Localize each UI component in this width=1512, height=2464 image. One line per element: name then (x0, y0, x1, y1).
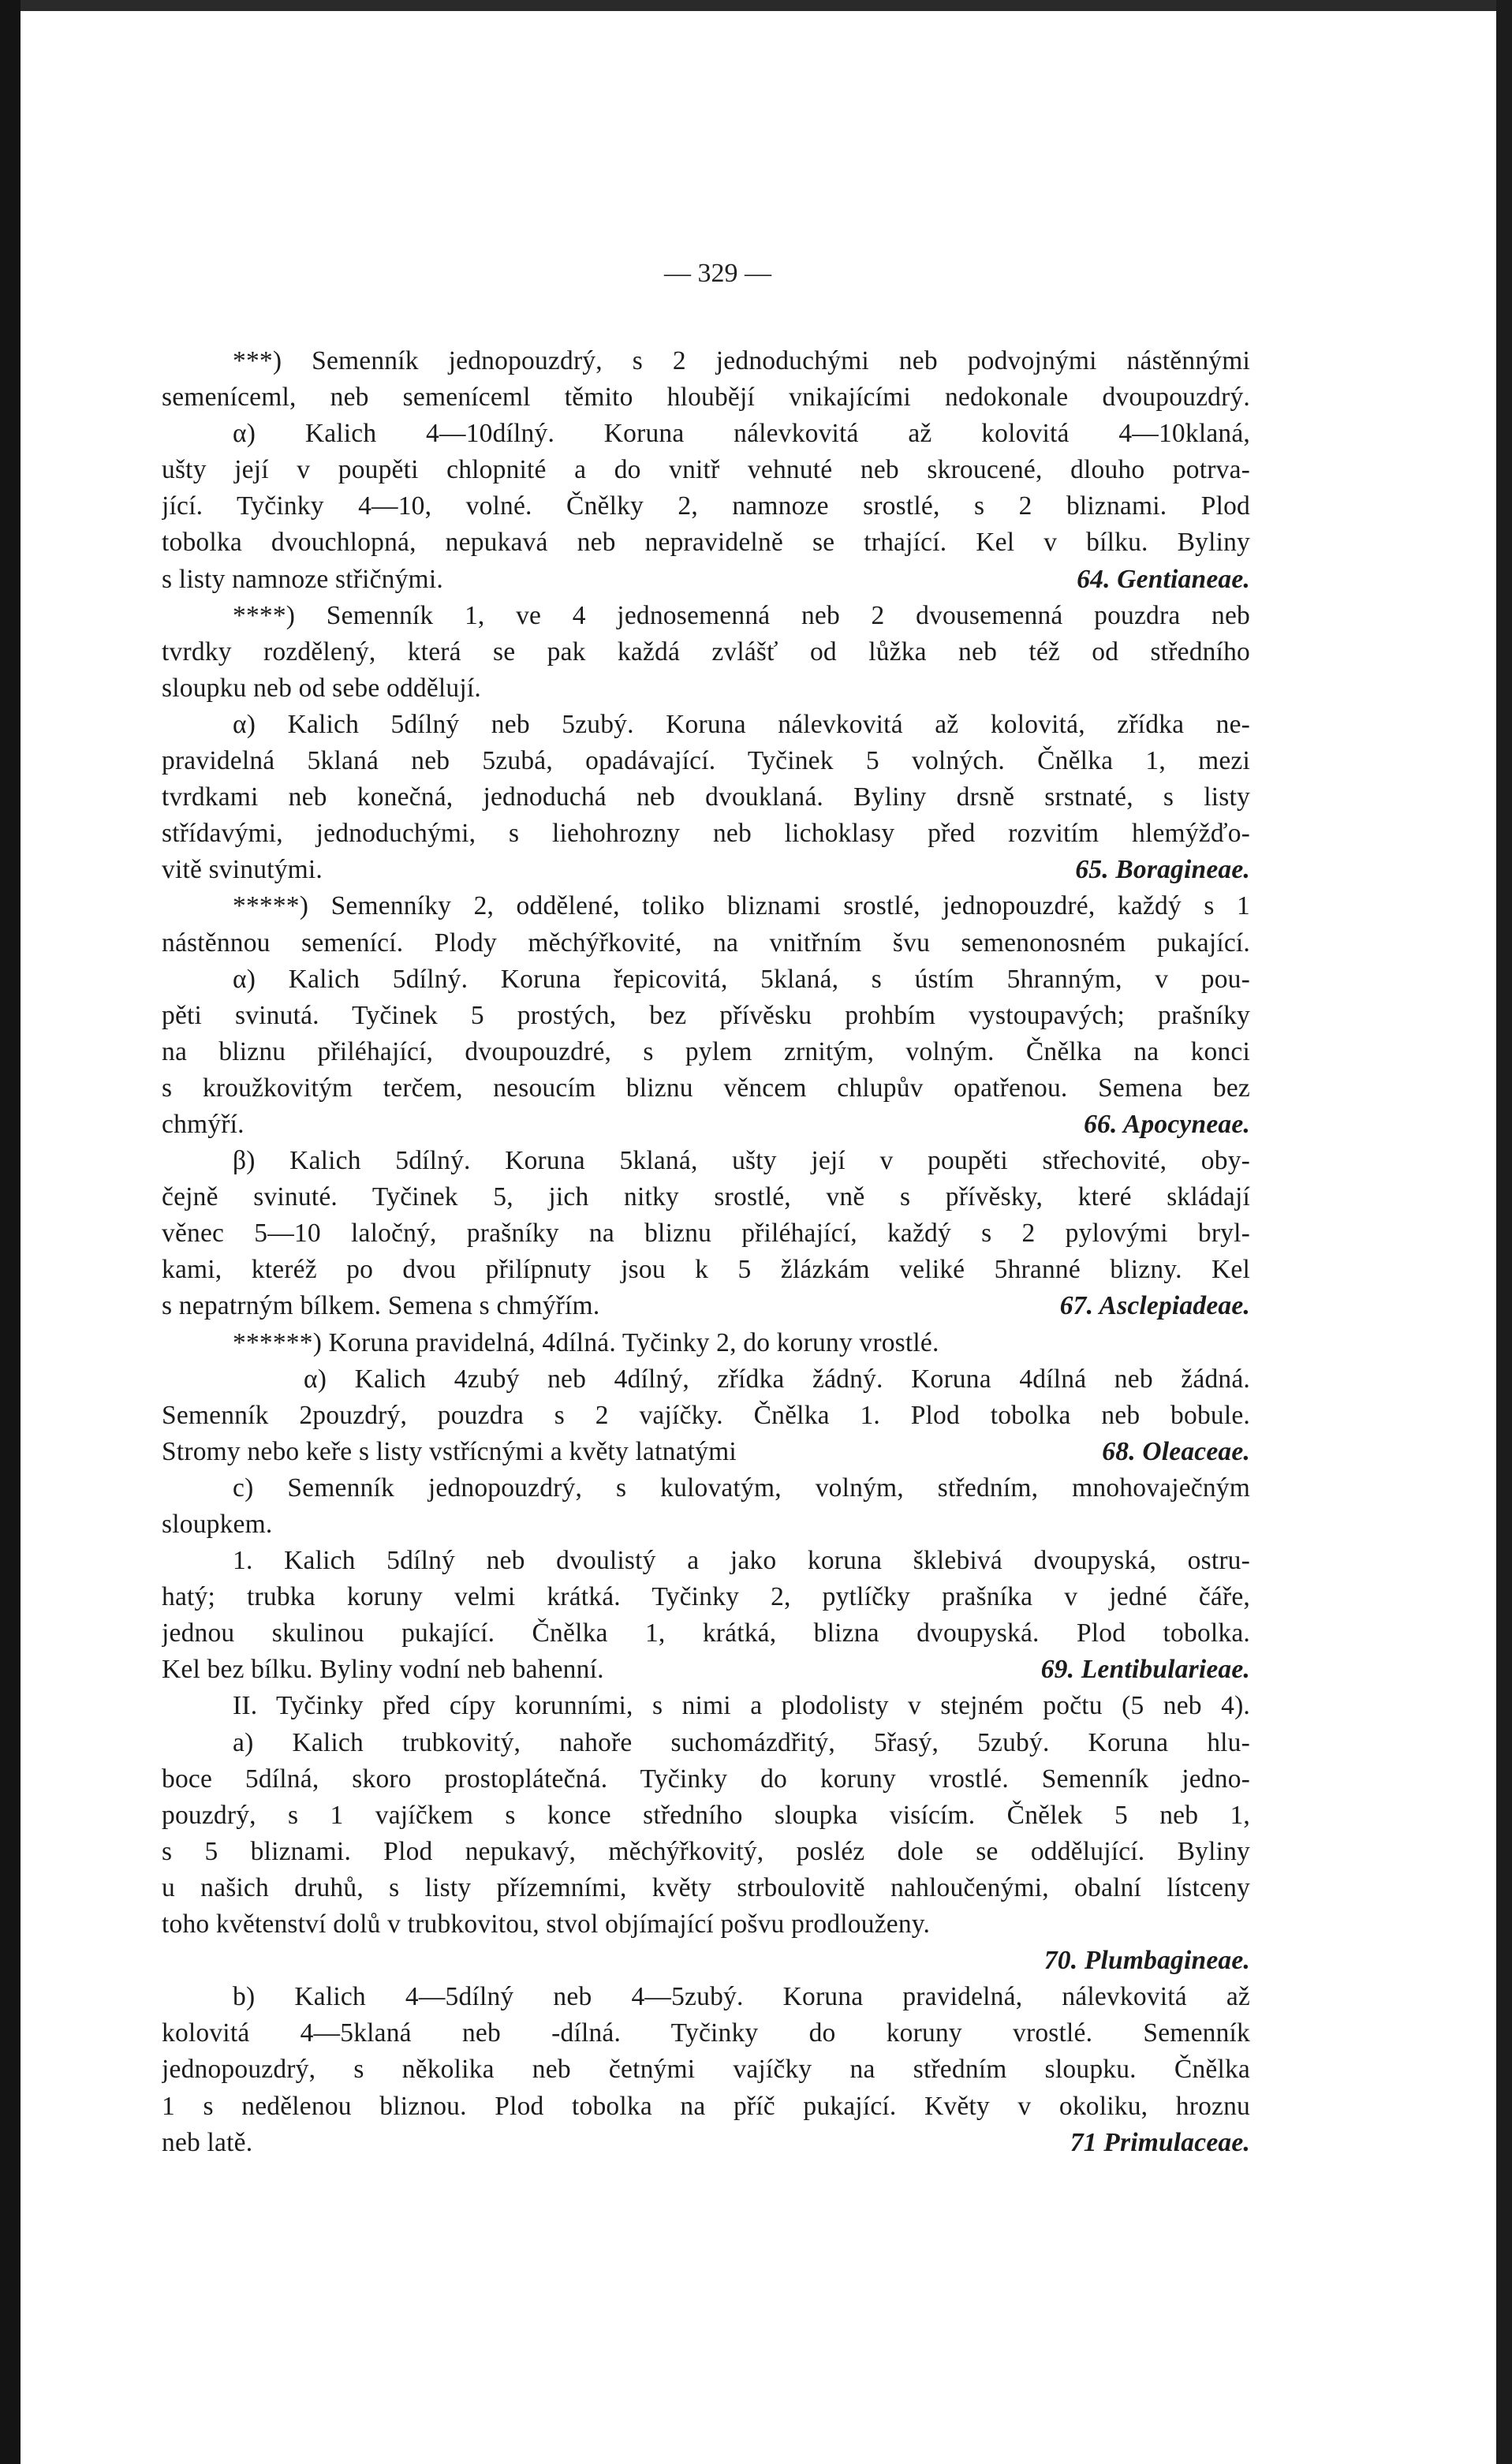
page-number: — 329 — (664, 259, 771, 288)
family-name: 66. Apocyneae. (1084, 1109, 1250, 1139)
line-text: věnec 5—10 laločný, prašníky na bliznu přiléhající, každý s 2 pylovými bryl- (162, 1219, 1250, 1249)
line-text: kami, kteréž po dvou přilípnuty jsou k 5 žlázkám veliké 5hranné blizny. Kel (162, 1255, 1250, 1285)
line-text: II. Tyčinky před cípy korunními, s nimi a plodolisty v stejném počtu (5 neb 4). (233, 1691, 1250, 1721)
text-line (162, 1761, 1250, 1798)
text-line (162, 1543, 1250, 1579)
line-text: s kroužkovitým terčem, nesoucím bliznu věncem chlupův opatřenou. Semena bez (162, 1073, 1250, 1103)
text-line (162, 1179, 1250, 1215)
family-name: 71 Primulaceae. (1070, 2127, 1250, 2157)
text-line (162, 634, 1250, 670)
text-line (162, 961, 1250, 998)
family-name: 64. Gentianeae. (1077, 564, 1250, 594)
text-line (162, 452, 1250, 488)
text-line (162, 1798, 1250, 1834)
text-line (162, 598, 1250, 634)
text-line (162, 743, 1250, 779)
line-text: s nepatrným bílkem. Semena s chmýřím. (162, 1291, 600, 1321)
text-line (162, 343, 1250, 379)
line-text: s 5 bliznami. Plod nepukavý, měchýřkovitý, posléz dole se oddělující. Byliny (162, 1836, 1250, 1866)
text-line (162, 1434, 1250, 1470)
text-line (162, 488, 1250, 525)
line-text: na bliznu přiléhající, dvoupouzdré, s pylem zrnitým, volným. Čnělka na konci (162, 1036, 1250, 1066)
line-text: toho květenství dolů v trubkovitou, stvol objímající pošvu prodlouženy. (162, 1910, 931, 1939)
page-body (162, 343, 1250, 2161)
text-line (162, 1288, 1250, 1324)
line-text: Stromy nebo keře s listy vstřícnými a květy latnatými (162, 1436, 737, 1466)
line-text: α) Kalich 4zubý neb 4dílný, zřídka žádný. Koruna 4dílná neb žádná. (304, 1364, 1250, 1394)
family-name: 70. Plumbagineae. (1043, 1946, 1250, 1976)
line-text: s listy namnoze střičnými. (162, 564, 443, 594)
text-line (162, 1470, 1250, 1506)
line-text: hatý; trubka koruny velmi krátká. Tyčinky 2, pytlíčky prašníka v jedné čáře, (162, 1582, 1250, 1612)
text-line (162, 1579, 1250, 1615)
text-line (162, 525, 1250, 561)
text-line (162, 1725, 1250, 1761)
line-text: α) Kalich 4—10dílný. Koruna nálevkovitá až kolovitá 4—10klaná, (233, 419, 1250, 449)
line-text: pouzdrý, s 1 vajíčkem s konce středního sloupka visícím. Čnělek 5 neb 1, (162, 1800, 1250, 1830)
line-text: α) Kalich 5dílný neb 5zubý. Koruna nálevkovitá až kolovitá, zřídka ne- (233, 709, 1250, 739)
line-text: ušty její v poupěti chlopnité a do vnitř vehnuté neb skroucené, dlouho potrva- (162, 455, 1250, 485)
line-text: boce 5dílná, skoro prostoplátečná. Tyčinky do koruny vrostlé. Semenník jedno- (162, 1764, 1250, 1794)
line-text: semeníceml, neb semeníceml těmito hloubějí vnikajícími nedokonale dvoupouzdrý. (162, 383, 1250, 413)
text-line (162, 1034, 1250, 1070)
text-line (162, 1252, 1250, 1288)
line-text: pěti svinutá. Tyčinek 5 prostých, bez přívěsku prohbím vystoupavých; prašníky (162, 1000, 1250, 1030)
text-line (162, 2089, 1250, 2125)
text-line (162, 998, 1250, 1034)
line-text: Kel bez bílku. Byliny vodní neb bahenní. (162, 1655, 604, 1685)
text-line (162, 1398, 1250, 1434)
line-text: Semenník 2pouzdrý, pouzdra s 2 vajíčky. Čnělka 1. Plod tobolka neb bobule. (162, 1400, 1250, 1430)
family-name: 65. Boragineae. (1075, 855, 1250, 885)
line-text: 1. Kalich 5dílný neb dvoulistý a jako koruna šklebivá dvoupyská, ostru- (233, 1546, 1250, 1576)
line-text: 1 s nedělenou bliznou. Plod tobolka na příč pukající. Květy v okoliku, hroznu (162, 2091, 1250, 2121)
line-text: u našich druhů, s listy přízemními, květy strboulovitě nahloučenými, obalní lístceny (162, 1872, 1250, 1902)
text-line (162, 1361, 1250, 1398)
line-text: nástěnnou semenící. Plody měchýřkovité, na vnitřním švu semenonosném pukající. (162, 928, 1250, 958)
line-text: jící. Tyčinky 4—10, volné. Čnělky 2, namnoze srostlé, s 2 bliznami. Plod (162, 491, 1250, 521)
line-text: a) Kalich trubkovitý, nahoře suchomázdřitý, 5řasý, 5zubý. Koruna hlu- (233, 1727, 1250, 1757)
scan-edge-left (0, 0, 21, 2464)
line-text: tvrdky rozdělený, která se pak každá zvlášť od lůžka neb též od středního (162, 637, 1250, 666)
line-text: chmýří. (162, 1109, 245, 1139)
line-text: jednopouzdrý, s několika neb četnými vajíčky na středním sloupku. Čnělka (162, 2055, 1250, 2085)
text-line (162, 816, 1250, 852)
line-text: střídavými, jednoduchými, s liehohrozny neb lichoklasy před rozvitím hlemýžďo- (162, 819, 1250, 849)
line-text: β) Kalich 5dílný. Koruna 5klaná, ušty její v poupěti střechovité, oby- (233, 1146, 1250, 1176)
line-text: ******) Koruna pravidelná, 4dílná. Tyčinky 2, do koruny vrostlé. (233, 1327, 939, 1357)
text-line (162, 1506, 1250, 1543)
text-line (162, 1870, 1250, 1906)
text-line (162, 1906, 1250, 1943)
scan-edge-top (0, 0, 1512, 11)
text-line (162, 379, 1250, 416)
line-text: jednou skulinou pukající. Čnělka 1, krátká, blizna dvoupyská. Plod tobolka. (162, 1618, 1250, 1648)
line-text: c) Semenník jednopouzdrý, s kulovatým, volným, středním, mnohovaječným (233, 1473, 1250, 1503)
text-line (162, 562, 1250, 598)
text-line (162, 707, 1250, 743)
text-line (162, 1943, 1250, 1979)
line-text: α) Kalich 5dílný. Koruna řepicovitá, 5klaná, s ústím 5hranným, v pou- (233, 964, 1250, 994)
text-line (162, 670, 1250, 707)
text-line (162, 1615, 1250, 1652)
family-name: 69. Lentibularieae. (1040, 1655, 1250, 1685)
line-text: pravidelná 5klaná neb 5zubá, opadávající. Tyčinek 5 volných. Čnělka 1, mezi (162, 746, 1250, 776)
line-text: sloupkem. (162, 1510, 273, 1539)
text-line (162, 779, 1250, 816)
text-line (162, 2051, 1250, 2088)
text-line (162, 416, 1250, 452)
line-text: kolovitá 4—5klaná neb -dílná. Tyčinky do koruny vrostlé. Semenník (162, 2018, 1250, 2048)
text-line (162, 1215, 1250, 1252)
line-text: b) Kalich 4—5dílný neb 4—5zubý. Koruna pravidelná, nálevkovitá až (233, 1982, 1250, 2012)
text-line (162, 2015, 1250, 2051)
scan-edge-right (1496, 0, 1512, 2464)
text-line (162, 2125, 1250, 2161)
line-text: ****) Semenník 1, ve 4 jednosemenná neb 2 dvousemenná pouzdra neb (233, 600, 1250, 630)
line-text: neb latě. (162, 2127, 253, 2157)
text-line (162, 1143, 1250, 1179)
text-line (162, 1834, 1250, 1870)
line-text: tvrdkami neb konečná, jednoduchá neb dvouklaná. Byliny drsně srstnaté, s listy (162, 782, 1250, 812)
line-text: čejně svinuté. Tyčinek 5, jich nitky srostlé, vně s přívěsky, které skládají (162, 1182, 1250, 1212)
text-line (162, 888, 1250, 924)
line-text: ***) Semenník jednopouzdrý, s 2 jednoduchými neb podvojnými nástěnnými (233, 346, 1250, 375)
text-line (162, 1070, 1250, 1107)
line-text: vitě svinutými. (162, 855, 323, 885)
family-name: 67. Asclepiadeae. (1059, 1291, 1250, 1321)
line-text: sloupku neb od sebe oddělují. (162, 673, 481, 703)
line-text: *****) Semenníky 2, oddělené, toliko bliznami srostlé, jednopouzdré, každý s 1 (233, 891, 1250, 921)
family-name: 68. Oleaceae. (1102, 1436, 1250, 1466)
text-line (162, 1979, 1250, 2015)
text-line (162, 925, 1250, 961)
text-line (162, 1688, 1250, 1724)
line-text: tobolka dvouchlopná, nepukavá neb nepravidelně se trhající. Kel v bílku. Byliny (162, 528, 1250, 558)
text-line (162, 1652, 1250, 1688)
text-line (162, 852, 1250, 888)
text-line (162, 1325, 1250, 1361)
text-line (162, 1107, 1250, 1143)
